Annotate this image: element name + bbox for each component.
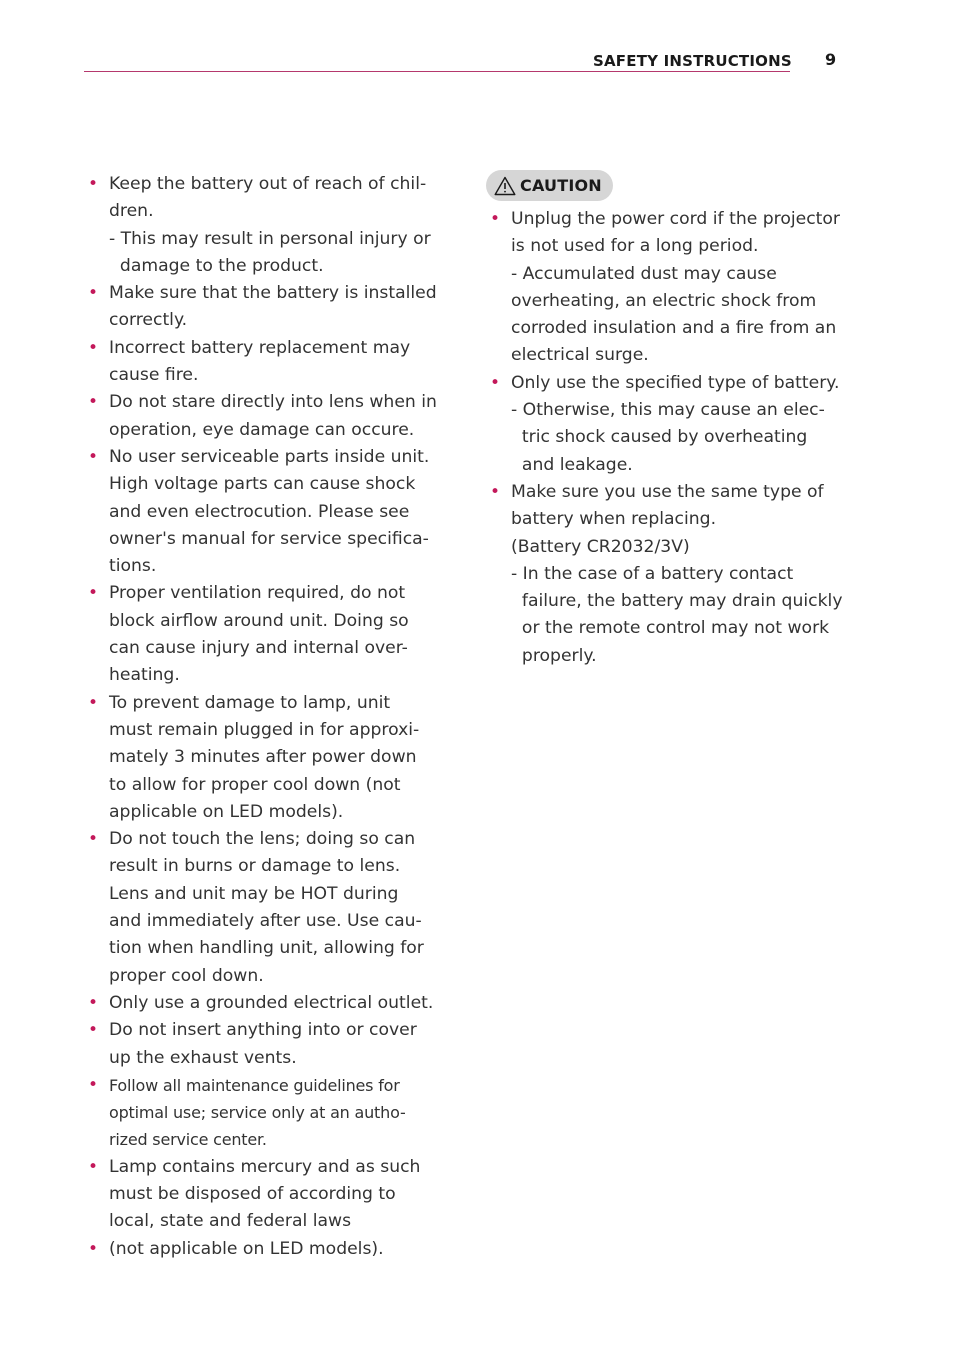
right-caution-list [490,206,846,670]
list-item-line: battery when replacing. [511,509,717,530]
list-item-line: (Battery CR2032/3V) [511,536,690,557]
bullet-icon: • [88,392,99,413]
list-item-line: is not used for a long period. [511,236,759,257]
list-item [88,1017,440,1072]
bullet-icon: • [88,829,99,850]
list-item [88,690,440,826]
list-item-line: electrical surge. [511,345,649,366]
list-item-line: - In the case of a battery contact [511,563,794,584]
section-title: SAFETY INSTRUCTIONS [593,52,792,70]
list-item-line: Make sure you use the same type of [511,481,824,502]
warning-triangle-icon [494,176,516,196]
list-item-line: rized service center. [109,1130,267,1150]
list-item-line: corroded insulation and a fire from an [511,318,837,339]
bullet-icon: • [88,446,99,467]
list-item-line: Only use a grounded electrical outlet. [109,992,434,1013]
list-item-line: heating. [109,665,180,686]
caution-badge [486,170,613,201]
list-item-line: Do not stare directly into lens when in [109,392,437,413]
list-item-line: cause fire. [109,365,199,386]
list-item [88,280,440,335]
list-item-line: Do not insert anything into or cover [109,1020,417,1041]
bullet-icon: • [88,174,99,194]
bullet-icon: • [88,1156,99,1177]
list-item-line: correctly. [109,310,188,331]
bullet-icon: • [88,1238,99,1259]
list-item-line: Do not touch the lens; doing so can [109,829,416,850]
list-item-line: and even electrocution. Please see [109,501,410,522]
list-item-line: must be disposed of according to [109,1183,396,1204]
list-item-line: No user serviceable parts inside unit. [109,446,430,467]
list-item-line: to allow for proper cool down (not [109,774,401,795]
list-item-line: - Otherwise, this may cause an elec- [511,400,825,421]
list-item-line: and immediately after use. Use cau- [109,911,422,932]
list-item-line: Keep the battery out of reach of chil- [109,174,427,194]
list-item-line: High voltage parts can cause shock [109,474,416,495]
list-item-line: (not applicable on LED models). [109,1238,384,1259]
list-item [88,444,440,580]
list-item [88,1072,440,1154]
list-item-line: Make sure that the battery is installed [109,283,437,304]
list-item-line: proper cool down. [109,965,264,986]
list-item-line: - Accumulated dust may cause [511,263,777,284]
list-item-line: failure, the battery may drain quickly [511,591,843,612]
bullet-icon: • [88,1020,99,1041]
list-item-line: tric shock caused by overheating [511,427,808,448]
list-item-line: local, state and federal laws [109,1211,352,1232]
bullet-icon: • [88,1074,99,1095]
list-item-line: mately 3 minutes after power down [109,747,417,768]
list-item-line: tions. [109,556,157,577]
list-item [490,206,846,370]
list-item-line: damage to the product. [109,255,324,276]
list-item-line: properly. [511,645,597,666]
list-item [88,580,440,689]
list-item [490,370,846,479]
bullet-icon: • [490,481,501,502]
list-item [490,479,846,670]
list-item-line: owner's manual for service specifica- [109,528,429,549]
list-item-line: dren. [109,201,154,222]
list-item-line: optimal use; service only at an autho- [109,1103,406,1123]
list-item-line: Only use the specified type of battery. [511,372,840,393]
caution-label: CAUTION [520,176,602,195]
list-item-line: - This may result in personal injury or [109,228,431,249]
list-item-line: Unplug the power cord if the projector [511,209,840,229]
list-item-line: To prevent damage to lamp, unit [109,692,391,713]
bullet-icon: • [88,992,99,1013]
list-item [88,389,440,444]
list-item [88,826,440,990]
list-item-line: must remain plugged in for approxi- [109,719,420,740]
list-item [88,1236,440,1263]
list-item-line: up the exhaust vents. [109,1047,297,1068]
left-safety-list [88,171,440,1263]
list-item-line: result in burns or damage to lens. [109,856,401,877]
list-item-line: tion when handling unit, allowing for [109,938,424,959]
bullet-icon: • [88,692,99,713]
list-item-line: Proper ventilation required, do not [109,583,406,604]
list-item-line: Lens and unit may be HOT during [109,883,399,904]
list-item-line: or the remote control may not work [511,618,830,639]
list-item-line: Lamp contains mercury and as such [109,1156,421,1177]
list-item-line: block airflow around unit. Doing so [109,610,409,631]
list-item-line: Incorrect battery replacement may [109,337,411,358]
list-item-line: applicable on LED models). [109,801,344,822]
bullet-icon: • [490,209,501,229]
list-item-line: Follow all maintenance guidelines for [109,1075,400,1095]
list-item [88,171,440,280]
list-item-line: and leakage. [511,454,633,475]
header-divider [84,71,790,72]
list-item [88,335,440,390]
list-item [88,1154,440,1236]
bullet-icon: • [88,583,99,604]
list-item-line: overheating, an electric shock from [511,290,817,311]
bullet-icon: • [88,283,99,304]
bullet-icon: • [88,337,99,358]
list-item [88,990,440,1017]
bullet-icon: • [490,372,501,393]
list-item-line: can cause injury and internal over- [109,638,408,659]
list-item-line: operation, eye damage can occure. [109,419,415,440]
page-number: 9 [825,50,837,69]
